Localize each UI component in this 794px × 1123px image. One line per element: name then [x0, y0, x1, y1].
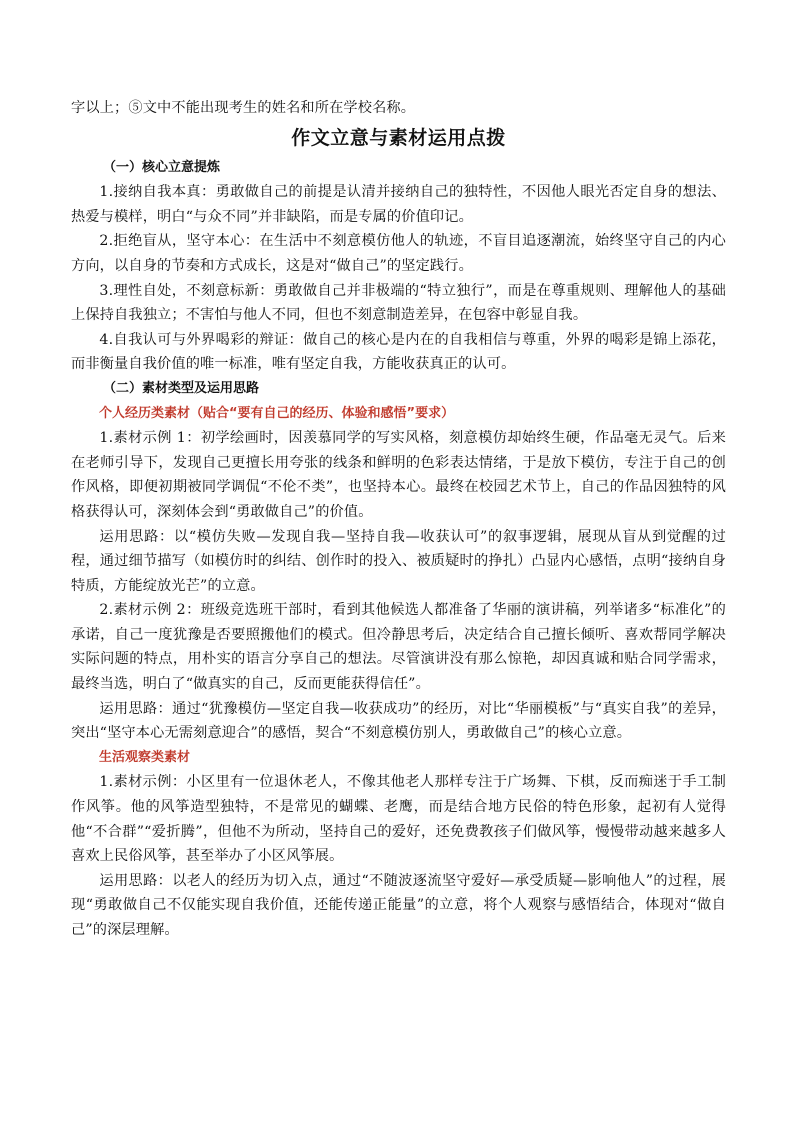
document-content — [71, 96, 726, 943]
material-heading-personal: 个人经历类素材（贴合“要有自己的经历、体验和感悟”要求） — [99, 405, 455, 421]
material-example: 2.素材示例 2：班级竞选班干部时，看到其他候选人都准备了华丽的演讲稿，列举诸多“标准化”的承诺，自己一度犹豫是否要照搬他们的模式。但冷静思考后，决定结合自己擅长倾听、喜欢帮同学解决实际问题的特点，用朴实的语言分享自己的想法。尽管演讲没有那么惊艳，却因真诚和贴合同学需求，最终当选，明白了“做真实的自己，反而更能获得信任”。 — [71, 602, 726, 693]
core-idea-paragraph: 3.理性自处，不刻意标新：勇敢做自己并非极端的“特立独行”，而是在尊重规则、理解他人的基础上保持自我独立；不害怕与他人不同，但也不刻意制造差异，在包容中彰显自我。 — [71, 282, 726, 324]
page-title: 作文立意与素材运用点拨 — [291, 126, 506, 149]
section-heading-core-ideas: （一）核心立意提炼 — [103, 159, 221, 175]
material-example: 1.素材示例 1：初学绘画时，因羡慕同学的写实风格，刻意模仿却始终生硬，作品毫无灵气。后来在老师引导下，发现自己更擅长用夸张的线条和鲜明的色彩表达情绪，于是放下模仿，专注于自己的创作风格，即便初期被同学调侃“不伦不类”，也坚持本心。最终在校园艺术节上，自己的作品因独特的风格获得认可，深刻体会到“勇敢做自己”的价值。 — [71, 430, 726, 520]
core-idea-paragraph: 2.拒绝盲从，坚守本心：在生活中不刻意模仿他人的轨迹，不盲目追逐潮流，始终坚守自己的内心方向，以自身的节奏和方式成长，这是对“做自己”的坚定践行。 — [71, 233, 726, 274]
core-idea-paragraph: 1.接纳自我本真：勇敢做自己的前提是认清并接纳自己的独特性，不因他人眼光否定自身的想法、热爱与模样，明白“与众不同”并非缺陷，而是专属的价值印记。 — [71, 184, 726, 225]
lead-line: 字以上；⑤文中不能出现考生的姓名和所在学校名称。 — [71, 100, 416, 116]
section-heading-material-types: （二）素材类型及运用思路 — [103, 380, 260, 396]
material-approach: 运用思路：通过“犹豫模仿—坚定自我—收获成功”的经历，对比“华丽模板”与“真实自我”的差异，突出“坚守本心无需刻意迎合”的感悟，契合“不刻意模仿别人，勇敢做自己”的核心立意。 — [71, 700, 726, 742]
material-approach: 运用思路：以“模仿失败—发现自我—坚持自我—收获认可”的叙事逻辑，展现从盲从到觉醒的过程，通过细节描写（如模仿时的纠结、创作时的投入、被质疑时的挣扎）凸显内心感悟，点明“接纳自身特质，方能绽放光芒”的立意。 — [71, 528, 726, 594]
core-idea-paragraph: 4.自我认可与外界喝彩的辩证：做自己的核心是内在的自我相信与尊重，外界的喝彩是锦上添花，而非衡量自我价值的唯一标准，唯有坚定自我，方能收获真正的认可。 — [71, 331, 726, 373]
material-heading-observation: 生活观察类素材 — [99, 749, 191, 765]
material-example: 1.素材示例：小区里有一位退休老人，不像其他老人那样专注于广场舞、下棋，反而痴迷于手工制作风筝。他的风筝造型独特，不是常见的蝴蝶、老鹰，而是结合地方民俗的特色形象，起初有人觉得他“不合群”“爱折腾”，但他不为所动，坚持自己的爱好，还免费教孩子们做风筝，慢慢带动越来越多人喜欢上民俗风筝，甚至举办了小区风筝展。 — [71, 774, 726, 865]
material-approach: 运用思路：以老人的经历为切入点，通过“不随波逐流坚守爱好—承受质疑—影响他人”的过程，展现“勇敢做自己不仅能实现自我价值，还能传递正能量”的立意，将个人观察与感悟结合，体现对“做自己”的深层理解。 — [71, 872, 726, 938]
